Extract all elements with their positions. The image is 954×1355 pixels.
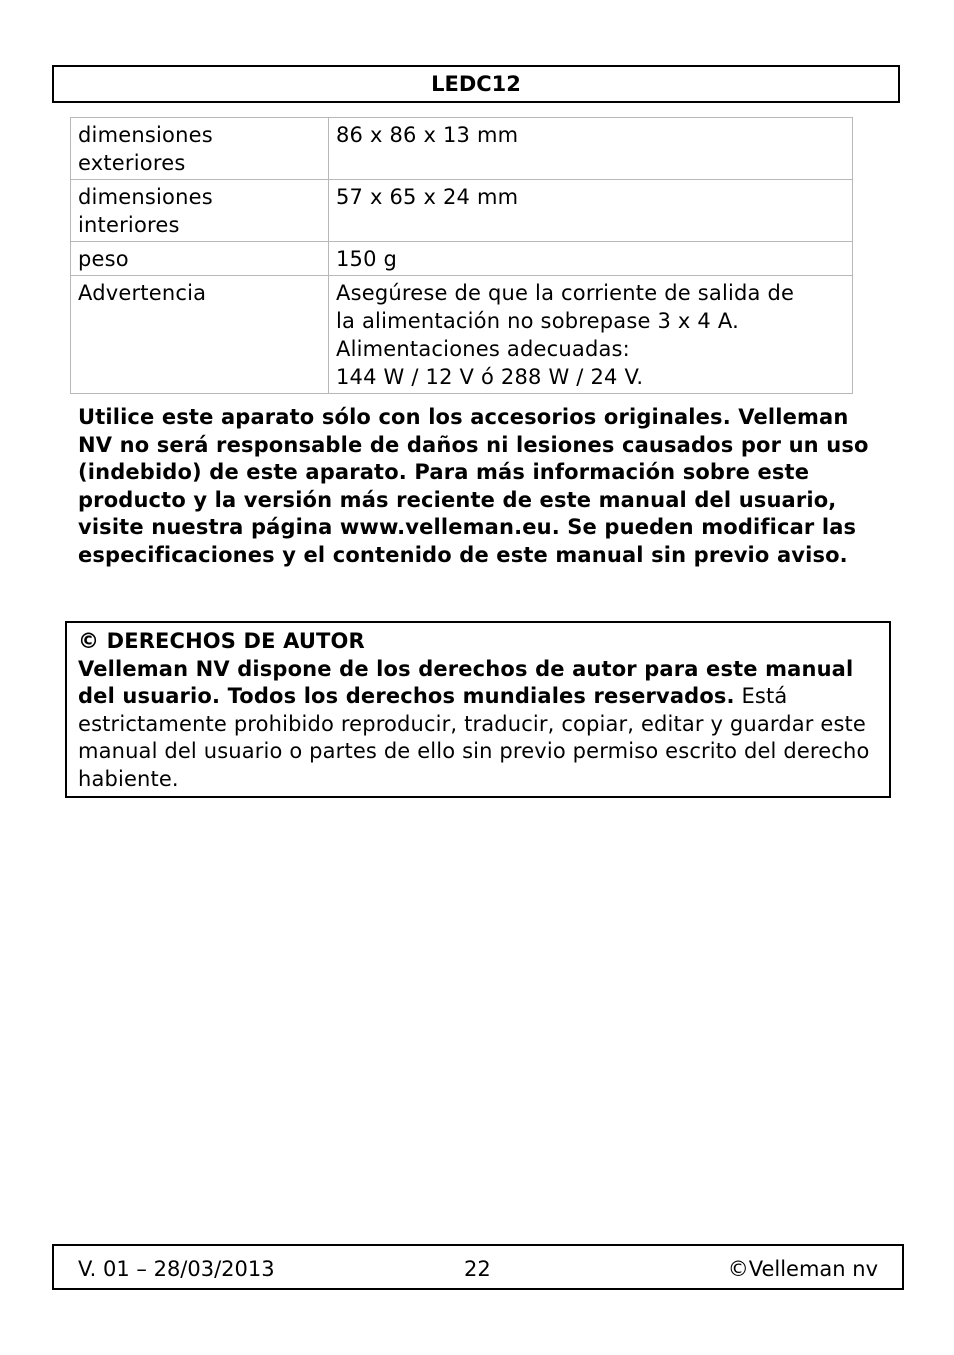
warning-line: Alimentaciones adecuadas: (336, 337, 630, 361)
warning-line: 144 W / 12 V ó 288 W / 24 V. (336, 365, 644, 389)
page-header (52, 65, 900, 103)
spec-label: dimensiones interiores (71, 180, 329, 242)
spec-value-warning (329, 276, 853, 394)
footer-copyright: ©Velleman nv (727, 1257, 878, 1281)
table-row (71, 118, 853, 180)
table-row (71, 242, 853, 276)
page-footer (52, 1244, 904, 1290)
spec-value: 86 x 86 x 13 mm (329, 118, 853, 180)
spec-label: peso (71, 242, 329, 276)
copyright-text: Está estrictamente prohibido reproducir, traducir, copiar, editar y guardar este manual del usuario o partes de ello sin previo permiso escrito del derecho habiente. (78, 684, 870, 791)
copyright-title: © DERECHOS DE AUTOR (78, 629, 365, 653)
copyright-notice (65, 621, 891, 798)
spec-value: 150 g (329, 242, 853, 276)
model-title: LEDC12 (431, 72, 521, 96)
page-number: 22 (464, 1257, 491, 1281)
table-row (71, 180, 853, 242)
spec-value: 57 x 65 x 24 mm (329, 180, 853, 242)
spec-label: Advertencia (71, 276, 329, 394)
disclaimer-paragraph: Utilice este aparato sólo con los accesorios originales. Velleman NV no será responsable de daños ni lesiones causados por un uso (indebido) de este aparato. Para más información sobre este producto y la versión más reciente de este manual del usuario, visite nuestra página www.velleman.eu. Se pueden modificar las especificaciones y el contenido de este manual sin previo aviso. (78, 405, 869, 567)
footer-version: V. 01 – 28/03/2013 (78, 1257, 275, 1281)
warning-line: Asegúrese de que la corriente de salida de (336, 281, 795, 305)
specifications-table (70, 117, 853, 394)
copyright-bold-text: Velleman NV dispone de los derechos de autor para este manual del usuario. Todos los derechos mundiales reservados. (78, 656, 854, 709)
spec-label: dimensiones exteriores (71, 118, 329, 180)
warning-line: la alimentación no sobrepase 3 x 4 A. (336, 309, 739, 333)
table-row (71, 276, 853, 394)
copyright-body (78, 656, 878, 794)
